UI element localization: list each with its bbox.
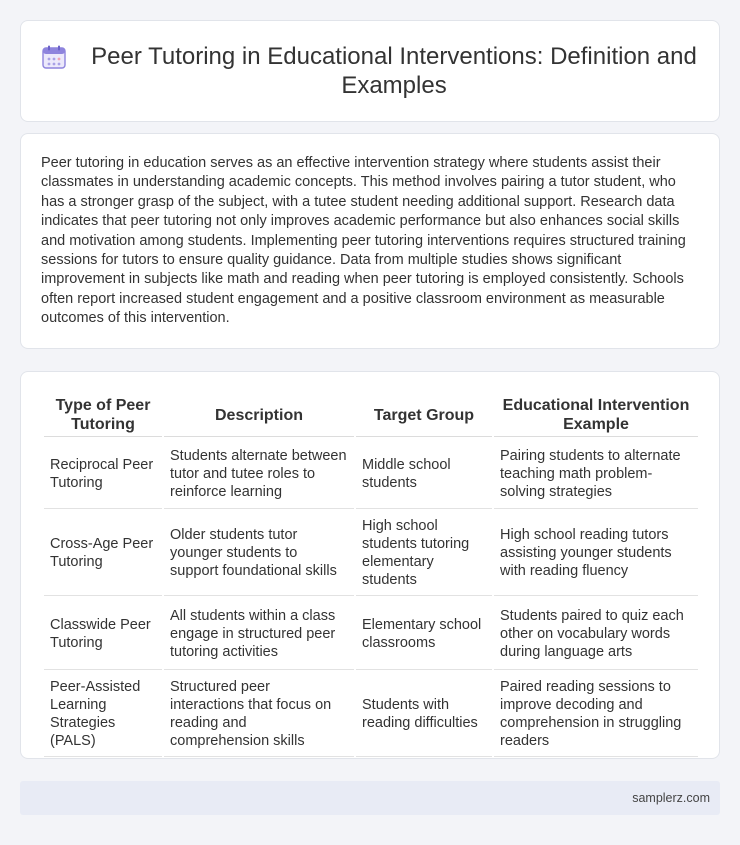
cell-target-group: Middle school students (356, 439, 492, 509)
cell-description: All students within a class engage in structured peer tutoring activities (164, 598, 354, 670)
column-header-type: Type of Peer Tutoring (44, 394, 162, 437)
cell-type: Reciprocal Peer Tutoring (44, 439, 162, 509)
cell-example: Students paired to quiz each other on vocabulary words during language arts (494, 598, 698, 670)
cell-type: Cross-Age Peer Tutoring (44, 511, 162, 596)
cell-example: Paired reading sessions to improve decoding and comprehension in struggling readers (494, 672, 698, 757)
table-row (44, 511, 698, 596)
cell-description: Structured peer interactions that focus on reading and comprehension skills (164, 672, 354, 757)
cell-example: High school reading tutors assisting younger students with reading fluency (494, 511, 698, 596)
header-card (20, 20, 720, 122)
cell-description: Older students tutor younger students to support foundational skills (164, 511, 354, 596)
table-header-row (44, 394, 698, 437)
footer-site-link[interactable]: samplerz.com (632, 791, 710, 805)
page-title: Peer Tutoring in Educational Interventions: Definition and Examples (91, 43, 697, 99)
header (21, 21, 719, 121)
cell-description: Students alternate between tutor and tutee roles to reinforce learning (164, 439, 354, 509)
cell-example: Pairing students to alternate teaching math problem-solving strategies (494, 439, 698, 509)
cell-type: Classwide Peer Tutoring (44, 598, 162, 670)
table-row (44, 672, 698, 757)
cell-target-group: Students with reading difficulties (356, 672, 492, 757)
column-header-description: Description (164, 394, 354, 437)
cell-target-group: High school students tutoring elementary students (356, 511, 492, 596)
table-card (20, 371, 720, 759)
footer (20, 781, 720, 815)
column-header-example: Educational Intervention Example (494, 394, 698, 437)
cell-target-group: Elementary school classrooms (356, 598, 492, 670)
table-row (44, 439, 698, 509)
intro-paragraph: Peer tutoring in education serves as an effective intervention strategy where students assist their classmates in understanding academic concepts. This method involves pairing a tutor student, who has a stronger grasp of the subject, with a tutee student needing additional support. Research data indicates that peer tutoring not only improves academic performance but also enhances social skills and motivation among students. Implementing peer tutoring interventions requires structured training sessions for tutors to ensure quality guidance. Data from multiple studies shows significant improvement in subjects like math and reading when peer tutoring is employed consistently. Schools often report increased student engagement and a positive classroom environment as measurable outcomes of this intervention. (41, 155, 686, 327)
intro-card (20, 133, 720, 349)
calendar-icon (41, 44, 67, 70)
column-header-target-group: Target Group (356, 394, 492, 437)
cell-type: Peer-Assisted Learning Strategies (PALS) (44, 672, 162, 757)
table-row (44, 598, 698, 670)
peer-tutoring-table (42, 392, 700, 759)
